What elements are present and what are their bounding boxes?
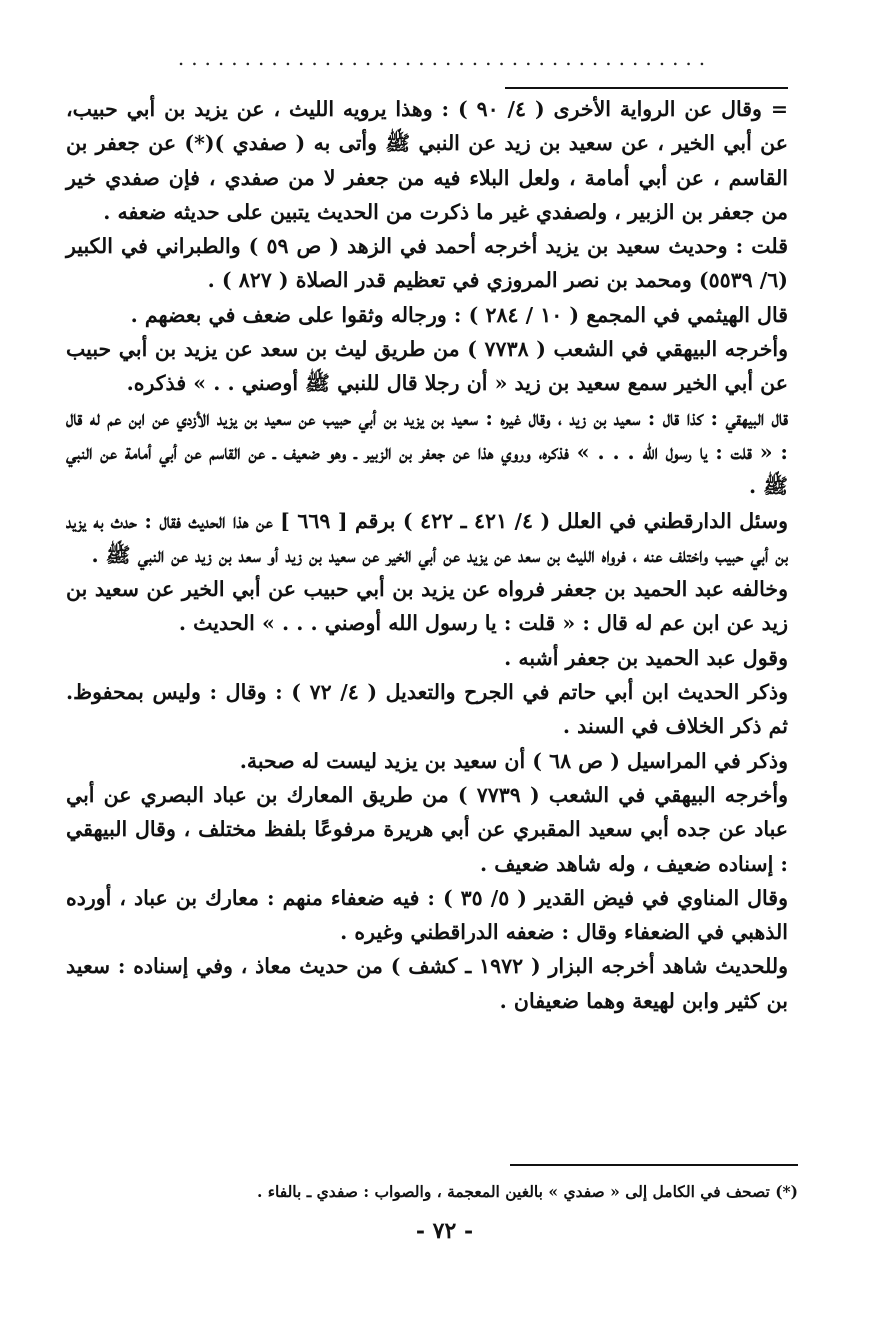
footnote: (*) تصحف في الكامل إلى « صفدي » بالغين المعجمة ، والصواب : صفدي ـ بالفاء . — [256, 1182, 798, 1201]
paragraph: وخالفه عبد الحميد بن جعفر فرواه عن يزيد بن أبي حبيب عن أبي الخير عن سعيد بن زيد عن ابن عم له قال : « قلت : يا رسول الله أوصني . . . » الحديث . — [66, 577, 788, 636]
paragraph: وللحديث شاهد أخرجه البزار ( ١٩٧٢ ـ كشف ) من حديث معاذ ، وفي إسناده : سعيد بن كثير وابن لهيعة وهما ضعيفان . — [66, 954, 788, 1013]
header-dots: ........................................ — [177, 46, 713, 70]
paragraph: وأخرجه البيهقي في الشعب ( ٧٧٣٨ ) من طريق ليث بن سعد عن يزيد بن أبي حبيب عن أبي الخير سمع سعيد بن زيد « أن رجلا قال للنبي ﷺ أوصني . . » فذكره. — [66, 337, 788, 396]
paragraph: وقول عبد الحميد بن جعفر أشبه . — [504, 645, 788, 670]
paragraph: قال البيهقي : كذا قال : سعيد بن زيد ، وقال غيره : سعيد بن يزيد بن أبي حبيب عن سعيد بن يزيد الأزدي عن ابن عم له قال : « قلت : يا رسول الله . . . » فذكره، وروي هذا عن جعفر بن الزبير ـ وهو ضعيف ـ عن القاسم عن أبي أمامة عن النبي ﷺ . — [66, 405, 788, 499]
main-text — [66, 92, 788, 1018]
page-number: - ٧٢ - — [415, 1218, 474, 1244]
footnote-divider — [510, 1164, 798, 1166]
paragraph: = وقال عن الرواية الأخرى ( ٤/ ٩٠ ) : وهذا يرويه الليث ، عن يزيد بن أبي حبيب، عن أبي الخير ، عن سعيد بن زيد عن النبي ﷺ وأتى به ( صفدي )(*) عن جعفر بن القاسم ، عن أبي أمامة ، ولعل البلاء فيه من جعفر لا من صفدي ، فإن صفدي خير من جعفر بن الزبير ، ولصفدي غير ما ذكرت من الحديث يتبين على حديثه ضعفه . — [66, 97, 789, 224]
paragraph: وقال المناوي في فيض القدير ( ٥/ ٣٥ ) : فيه ضعفاء منهم : معارك بن عباد ، أورده الذهبي في الضعفاء وقال : ضعفه الدراقطني وغيره . — [66, 885, 789, 945]
paragraph: وذكر في المراسيل ( ص ٦٨ ) أن سعيد بن يزيد ليست له صحبة. — [239, 748, 788, 773]
paragraph: وسئل الدارقطني في العلل ( ٤/ ٤٢١ ـ ٤٢٢ ) برقم [ ٦٦٩ ] عن هذا الحديث فقال : حدث به يزيد بن أبي حبيب واختلف عنه ، فرواه الليث بن سعد عن يزيد عن أبي الخير عن سعيد بن زيد أو سعد بن زيد عن النبي ﷺ . — [66, 508, 789, 567]
paragraph: وأخرجه البيهقي في الشعب ( ٧٧٣٩ ) من طريق المعارك بن عباد البصري عن أبي عباد عن جده أبي سعيد المقبري عن أبي هريرة مرفوعًا بلفظ مختلف ، وقال البيهقي : إسناده ضعيف ، وله شاهد ضعيف . — [66, 782, 788, 876]
paragraph: قلت : وحديث سعيد بن يزيد أخرجه أحمد في الزهد ( ص ٥٩ ) والطبراني في الكبير (٦/ ٥٥٣٩) ومحمد بن نصر المروزي في تعظيم قدر الصلاة ( ٨٢٧ ) . — [66, 234, 788, 293]
paragraph: وذكر الحديث ابن أبي حاتم في الجرح والتعديل ( ٤/ ٧٢ ) : وقال : وليس بمحفوظ. ثم ذكر الخلاف في السند . — [66, 680, 789, 739]
top-divider — [505, 87, 788, 89]
paragraph: قال الهيثمي في المجمع ( ١٠ / ٢٨٤ ) : ورجاله وثقوا على ضعف في بعضهم . — [130, 302, 788, 327]
